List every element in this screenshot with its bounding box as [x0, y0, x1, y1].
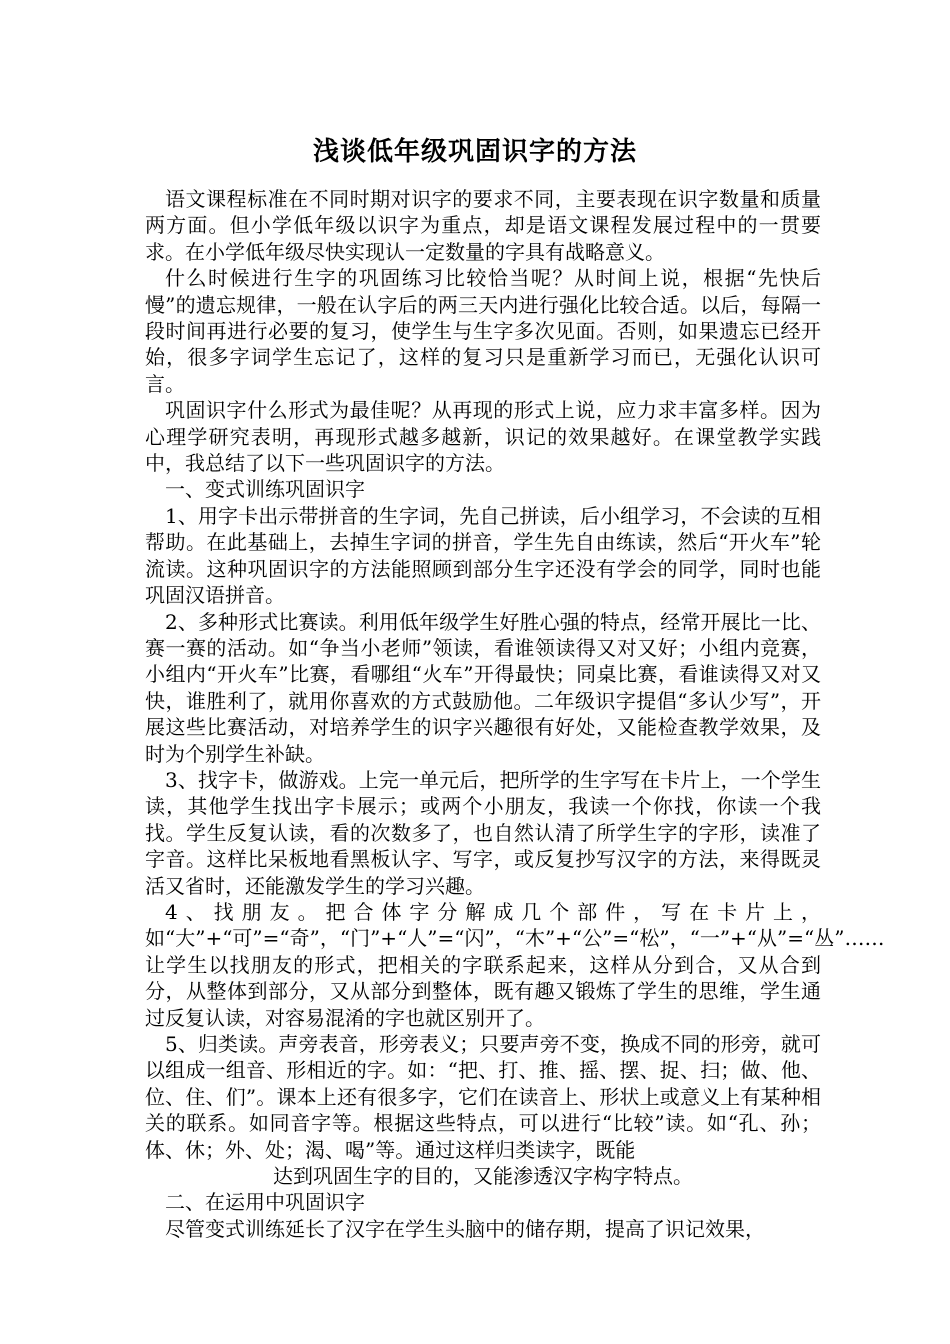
section-heading-1: 一、变式训练巩固识字	[165, 477, 365, 502]
paragraph-form: 巩固识字什么形式为最佳呢？从再现的形式上说，应力求丰富多样。因为心理学研究表明，再现形式越多越新，识记的效果越好。在课堂教学实践中，我总结了以下一些巩固识字的方法。	[145, 398, 821, 476]
paragraph-section-2-start: 尽管变式训练延长了汉字在学生头脑中的储存期，提高了识记效果，	[165, 1216, 765, 1241]
document-body	[145, 186, 885, 1242]
section-heading-2: 二、在运用中巩固识字	[165, 1190, 365, 1215]
paragraph-method-1: 1、用字卡出示带拼音的生字词，先自己拼读，后小组学习，不会读的互相帮助。在此基础上，去掉生字词的拼音，学生先自由练读，然后“开火车”轮流读。这种巩固识字的方法能照顾到部分生字还没有学会的同学，同时也能巩固汉语拼音。	[145, 503, 821, 608]
paragraph-intro: 语文课程标准在不同时期对识字的要求不同，主要表现在识字数量和质量两方面。但小学低年级以识字为重点，却是语文课程发展过程中的一贯要求。在小学低年级尽快实现认一定数量的字具有战略意义。	[145, 187, 821, 264]
document-title: 浅谈低年级巩固识字的方法	[312, 137, 637, 167]
paragraph-method-2: 2、多种形式比赛读。利用低年级学生好胜心强的特点，经常开展比一比、赛一赛的活动。如“争当小老师”领读，看谁领读得又对又好；小组内竞赛，小组内“开火车”比赛，看哪组“火车”开得最快；同桌比赛，看谁读得又对又快，谁胜利了，就用你喜欢的方式鼓励他。二年级识字提倡“多认少写”，开展这些比赛活动，对培养学生的识字兴趣很有好处，又能检查教学效果，及时为个别学生补缺。	[145, 609, 821, 766]
paragraph-method-3: 3、找字卡，做游戏。上完一单元后，把所学的生字写在卡片上，一个学生读，其他学生找出字卡展示；或两个小朋友，我读一个你找，你读一个我找。学生反复认读，看的次数多了，也自然认清了所学生字的字形，读准了字音。这样比呆板地看黑板认字、写字，或反复抄写汉字的方法，来得既灵活又省时，还能激发学生的学习兴趣。	[145, 767, 821, 898]
paragraph-method-5: 5、归类读。声旁表音，形旁表义；只要声旁不变，换成不同的形旁，就可以组成一组音、形相近的字。如：“把、打、推、摇、摆、捉、扫；做、他、位、住、们”。课本上还有很多字，它们在读音上、形状上或意义上有某种相关的联系。如同音字等。根据这些特点，可以进行“比较”读。如“孔、孙；体、休；外、处；渴、喝”等。通过这样归类读字，既能	[145, 1032, 821, 1162]
paragraph-method-4: 4、找朋友。把合体字分解成几个部件，写在卡片上，如“大”+“可”=“奇”，“门”+“人”=“闪”，“木”+“公”=“松”，“一”+“从”=“丛”……让学生以找朋友的形式，把相关的字联系起来，这样从分到合，又从合到分，从整体到部分，又从部分到整体，既有趣又锻炼了学生的思维，学生通过反复认读，对容易混淆的字也就区别开了。	[145, 899, 885, 1030]
paragraph-timing: 什么时候进行生字的巩固练习比较恰当呢？从时间上说，根据“先快后慢”的遗忘规律，一般在认字后的两三天内进行强化比较合适。以后，每隔一段时间再进行必要的复习，使学生与生字多次见面。否则，如果遗忘已经开始，很多字词学生忘记了，这样的复习只是重新学习而已，无强化认识可言。	[145, 266, 821, 396]
paragraph-method-5-end: 达到巩固生字的目的，又能渗透汉字构字特点。	[273, 1164, 693, 1189]
